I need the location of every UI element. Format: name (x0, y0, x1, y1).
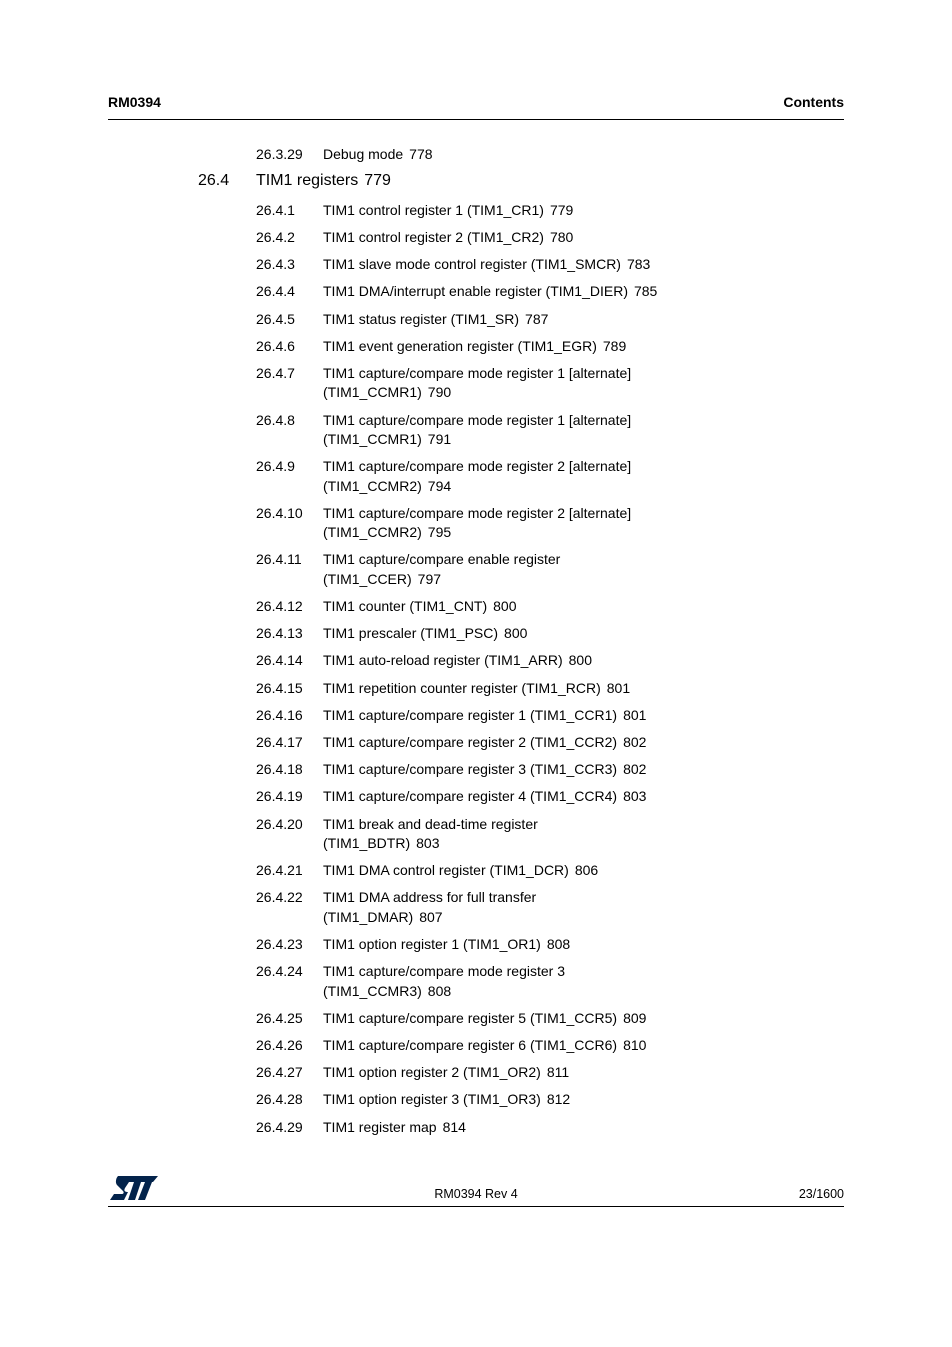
toc-entry-number: 26.4.25 (256, 1009, 303, 1026)
toc-entry-page: 791 (427, 430, 452, 447)
toc-entry-number: 26.4.18 (256, 761, 303, 778)
toc-entry-number: 26.4.20 (256, 815, 303, 832)
toc-entry-title-first-line: TIM1 capture/compare mode register 1 [alternate] (323, 364, 632, 381)
toc-entry-page: 803 (416, 834, 440, 851)
toc-entry-number: 26.4.10 (256, 504, 303, 521)
toc-entry-title-first-line: TIM1 capture/compare mode register 1 [alternate] (323, 411, 632, 428)
toc-entry-page: 785 (633, 283, 658, 300)
toc-entry-title: Debug mode (323, 146, 404, 162)
toc-entry-number: 26.4.13 (256, 625, 303, 642)
toc-entry-number: 26.4.19 (256, 788, 303, 805)
toc-entry-number: 26.4.11 (256, 551, 302, 568)
toc-entry-title: TIM1 option register 3 (TIM1_OR3) (323, 1091, 541, 1108)
toc-entry-page: 802 (623, 761, 647, 778)
footer-rule (108, 1206, 844, 1207)
toc-entry-number: 26.4.4 (256, 283, 295, 300)
toc-entry-title: (TIM1_BDTR) (323, 834, 411, 851)
toc-entry-page: 800 (504, 625, 528, 642)
toc-entry-title: (TIM1_CCER) (323, 570, 412, 587)
toc-entry-title-first-line: TIM1 capture/compare enable register (323, 551, 561, 568)
toc-entry-number: 26.4.8 (256, 411, 295, 428)
toc-entry-number: 26.4.15 (256, 679, 303, 696)
toc-entry-page: 812 (546, 1091, 571, 1108)
toc-entry-title: TIM1 capture/compare register 4 (TIM1_CCR4) (323, 788, 618, 805)
toc-entry-title: (TIM1_CCMR2) (323, 524, 422, 541)
toc-entry-page: 779 (364, 172, 391, 190)
toc-entry-title-first-line: TIM1 capture/compare mode register 2 [alternate] (323, 458, 632, 475)
toc-entry-number: 26.4.3 (256, 256, 295, 273)
toc-entry-title-first-line: TIM1 capture/compare mode register 2 [alternate] (323, 504, 632, 521)
toc-entry-page: 809 (623, 1009, 647, 1026)
toc-entry-page: 801 (606, 679, 631, 696)
toc-entry-page: 783 (626, 256, 651, 273)
toc-entry-number: 26.4.12 (256, 597, 303, 614)
toc-entry-number: 26.4.29 (256, 1118, 303, 1135)
toc-entry-page: 807 (419, 908, 443, 925)
toc-entry-page: 810 (623, 1036, 647, 1053)
toc-entry-page: 789 (602, 337, 627, 354)
toc-entry-page: 808 (546, 935, 571, 952)
toc-entry-number: 26.4.14 (256, 652, 303, 669)
toc-entry-title: TIM1 registers (256, 172, 359, 190)
toc-entry-number: 26.4.28 (256, 1091, 303, 1108)
toc-entry-number: 26.4.6 (256, 337, 295, 354)
toc-entry-title: TIM1 capture/compare register 3 (TIM1_CCR3) (323, 761, 618, 778)
header-rule (108, 119, 844, 120)
toc-entry-title: (TIM1_CCMR2) (323, 477, 422, 494)
toc-entry-page: 787 (525, 310, 549, 327)
toc-entry-number: 26.4.9 (256, 458, 295, 475)
toc-entry-title: TIM1 capture/compare register 6 (TIM1_CCR6) (323, 1036, 618, 1053)
page-header-left: RM0394 (108, 94, 161, 110)
toc-entry-title: TIM1 slave mode control register (TIM1_SMCR) (323, 256, 621, 273)
toc-entry-page: 811 (546, 1064, 570, 1081)
toc-entry-page: 814 (442, 1118, 466, 1135)
footer-page-number: 23/1600 (798, 1187, 844, 1201)
toc-entry-title-first-line: TIM1 capture/compare mode register 3 (323, 963, 565, 980)
toc-entry-title: TIM1 capture/compare register 2 (TIM1_CCR2) (323, 733, 618, 750)
toc-entry-title: TIM1 capture/compare register 1 (TIM1_CCR1) (323, 706, 618, 723)
toc-entry-title: TIM1 control register 1 (TIM1_CR1) (323, 201, 544, 218)
toc-entry-number: 26.4.24 (256, 963, 303, 980)
toc-entry-title: TIM1 capture/compare register 5 (TIM1_CCR5) (323, 1009, 618, 1026)
toc-entry-page: 797 (417, 570, 442, 587)
toc-entry-number: 26.4.7 (256, 364, 295, 381)
toc-entry-number: 26.4.2 (256, 228, 295, 245)
toc-entry-title: TIM1 option register 1 (TIM1_OR1) (323, 935, 541, 952)
toc-entry-page: 780 (549, 228, 574, 245)
toc-entry-title: TIM1 option register 2 (TIM1_OR2) (323, 1064, 541, 1081)
toc-entry-title: TIM1 control register 2 (TIM1_CR2) (323, 228, 544, 245)
toc-entry-number: 26.4.27 (256, 1064, 303, 1081)
footer-revision: RM0394 Rev 4 (434, 1187, 518, 1201)
toc-entry-title: (TIM1_CCMR1) (323, 384, 422, 401)
toc-entry-title-first-line: TIM1 break and dead-time register (323, 815, 538, 832)
toc-entry-number: 26.4.23 (256, 935, 303, 952)
toc-entry-page: 779 (549, 201, 574, 218)
toc-entry-title: TIM1 DMA/interrupt enable register (TIM1_DIER) (323, 283, 628, 300)
toc-entry-number: 26.4.26 (256, 1036, 303, 1053)
toc-entry-page: 808 (427, 982, 452, 999)
toc-entry-page: 795 (427, 524, 452, 541)
toc-entry-number: 26.3.29 (256, 146, 303, 162)
toc-entry-number: 26.4.16 (256, 706, 303, 723)
toc-entry-title: TIM1 repetition counter register (TIM1_RCR) (323, 679, 601, 696)
toc-entry-number: 26.4.1 (256, 201, 295, 218)
toc-entry-page: 806 (574, 862, 599, 879)
toc-entry-title: TIM1 prescaler (TIM1_PSC) (323, 625, 499, 642)
toc-entry-page: 778 (409, 146, 433, 162)
toc-entry-title: (TIM1_CCMR1) (323, 430, 422, 447)
toc-entry-title: TIM1 auto-reload register (TIM1_ARR) (323, 652, 563, 669)
toc-entry-title: (TIM1_CCMR3) (323, 982, 422, 999)
toc-entry-page: 801 (623, 706, 647, 723)
toc-entry-number: 26.4.17 (256, 733, 303, 750)
toc-entry-title: TIM1 register map (323, 1118, 437, 1135)
toc-entry-page: 794 (427, 477, 452, 494)
toc-entry-number: 26.4.21 (256, 862, 303, 879)
toc-entry-title: TIM1 event generation register (TIM1_EGR) (323, 337, 597, 354)
toc-entry-number: 26.4.5 (256, 310, 295, 327)
toc-entry-title: TIM1 counter (TIM1_CNT) (323, 597, 488, 614)
page-header-right: Contents (783, 94, 844, 110)
toc-entry-page: 800 (493, 597, 517, 614)
toc-entry-title: TIM1 DMA control register (TIM1_DCR) (323, 862, 569, 879)
toc-entry-page: 790 (427, 384, 452, 401)
toc-entry-title: TIM1 status register (TIM1_SR) (323, 310, 520, 327)
toc-entry-number: 26.4.22 (256, 889, 303, 906)
toc-entry-page: 800 (568, 652, 592, 669)
toc-entry-page: 802 (623, 733, 647, 750)
toc-entry-title-first-line: TIM1 DMA address for full transfer (323, 889, 537, 906)
toc-entry-number: 26.4 (198, 172, 230, 190)
toc-entry-page: 803 (623, 788, 647, 805)
toc-entry-title: (TIM1_DMAR) (323, 908, 414, 925)
